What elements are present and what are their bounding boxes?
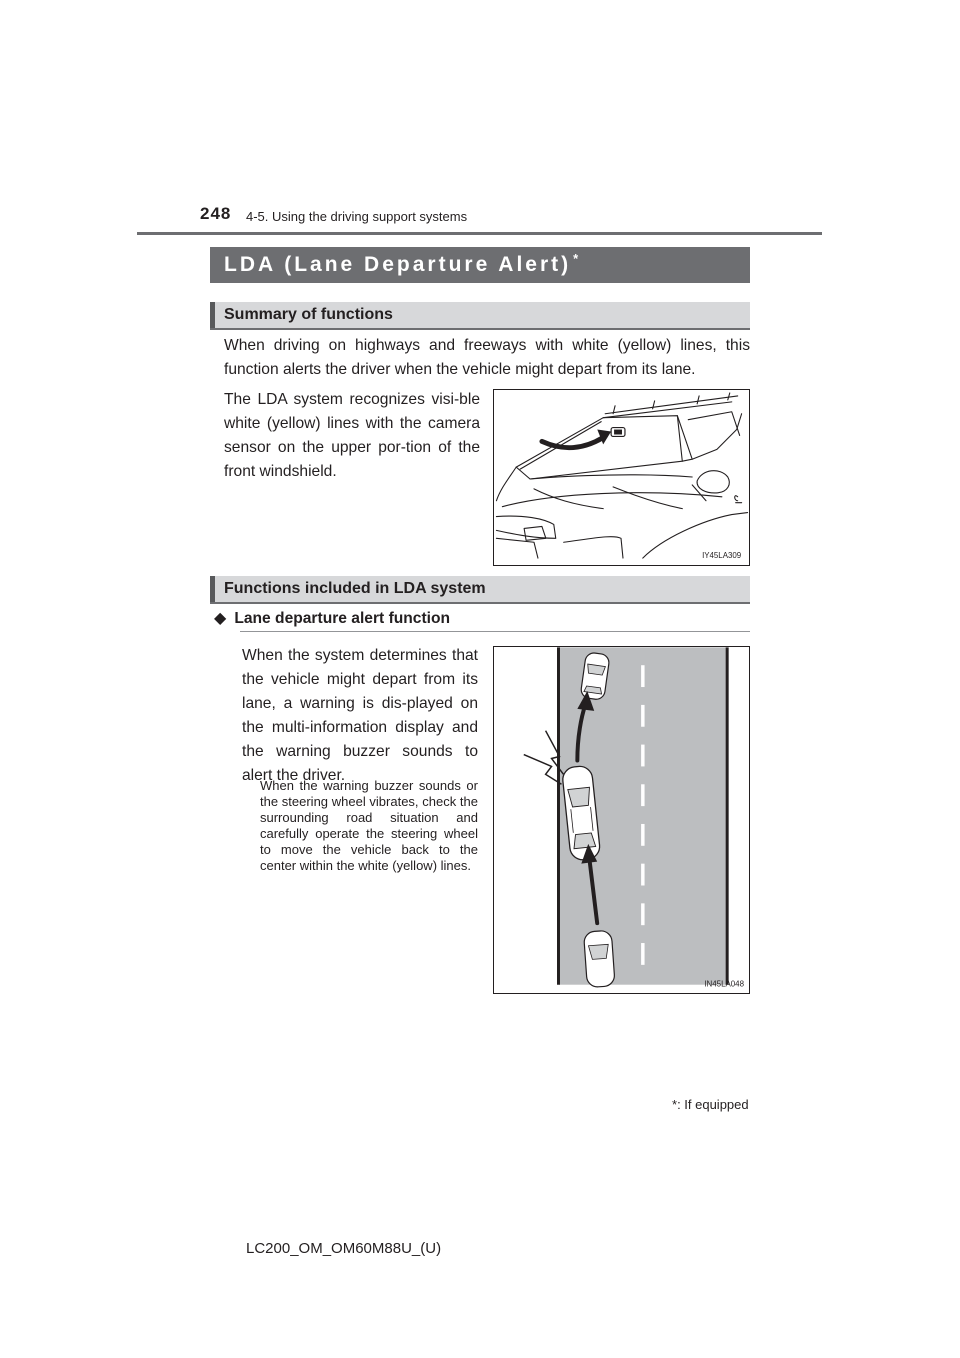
functions-heading-bar — [210, 576, 750, 604]
function-subheading — [214, 608, 450, 628]
camera-recognition-paragraph: The LDA system recognizes visi-ble white (yellow) lines with the camera sensor on the upper por-tion of the front windshield. — [224, 391, 480, 480]
summary-intro-paragraph: When driving on highways and freeways with white (yellow) lines, this function alerts the driver when the vehicle might depart from its lane. — [224, 337, 750, 378]
equipped-marker-icon: * — [573, 251, 582, 266]
figure-code-048: IN45LA048 — [704, 979, 744, 989]
lane-departure-illustration — [493, 646, 750, 994]
windshield-camera-illustration — [493, 389, 750, 566]
footnote — [672, 1097, 749, 1112]
figure-code-309: IY45LA309 — [702, 551, 742, 561]
subheading-divider — [240, 631, 750, 632]
function-subheading-text: Lane departure alert function — [234, 610, 451, 627]
heading-marker — [210, 302, 215, 328]
page-number: 248 — [200, 204, 232, 223]
lane-alert-note: When the warning buzzer sounds or the steering wheel vibrates, check the surrounding road situation and carefully operate the steering wheel to move the vehicle back to the center within the white (yellow) lines. — [260, 778, 478, 873]
page-title — [224, 253, 581, 277]
header-divider — [137, 232, 822, 235]
footnote-text: : If equipped — [677, 1097, 749, 1112]
page-title-bar — [210, 247, 750, 283]
page-title-text: LDA (Lane Departure Alert) — [224, 253, 572, 276]
document-code: LC200_OM_OM60M88U_(U) — [246, 1240, 442, 1257]
heading-marker — [210, 576, 215, 602]
footnote-marker-icon: * — [672, 1097, 678, 1112]
diamond-bullet-icon: ◆ — [214, 610, 227, 627]
lane-alert-paragraph: When the system determines that the vehicle might depart from its lane, a warning is dis-played on the multi-information display and the warning buzzer sounds to alert the driver. — [242, 647, 478, 784]
summary-heading: Summary of functions — [224, 306, 393, 323]
section-title: 4-5. Using the driving support systems — [246, 209, 468, 224]
functions-heading: Functions included in LDA system — [224, 580, 486, 597]
summary-heading-bar — [210, 302, 750, 330]
